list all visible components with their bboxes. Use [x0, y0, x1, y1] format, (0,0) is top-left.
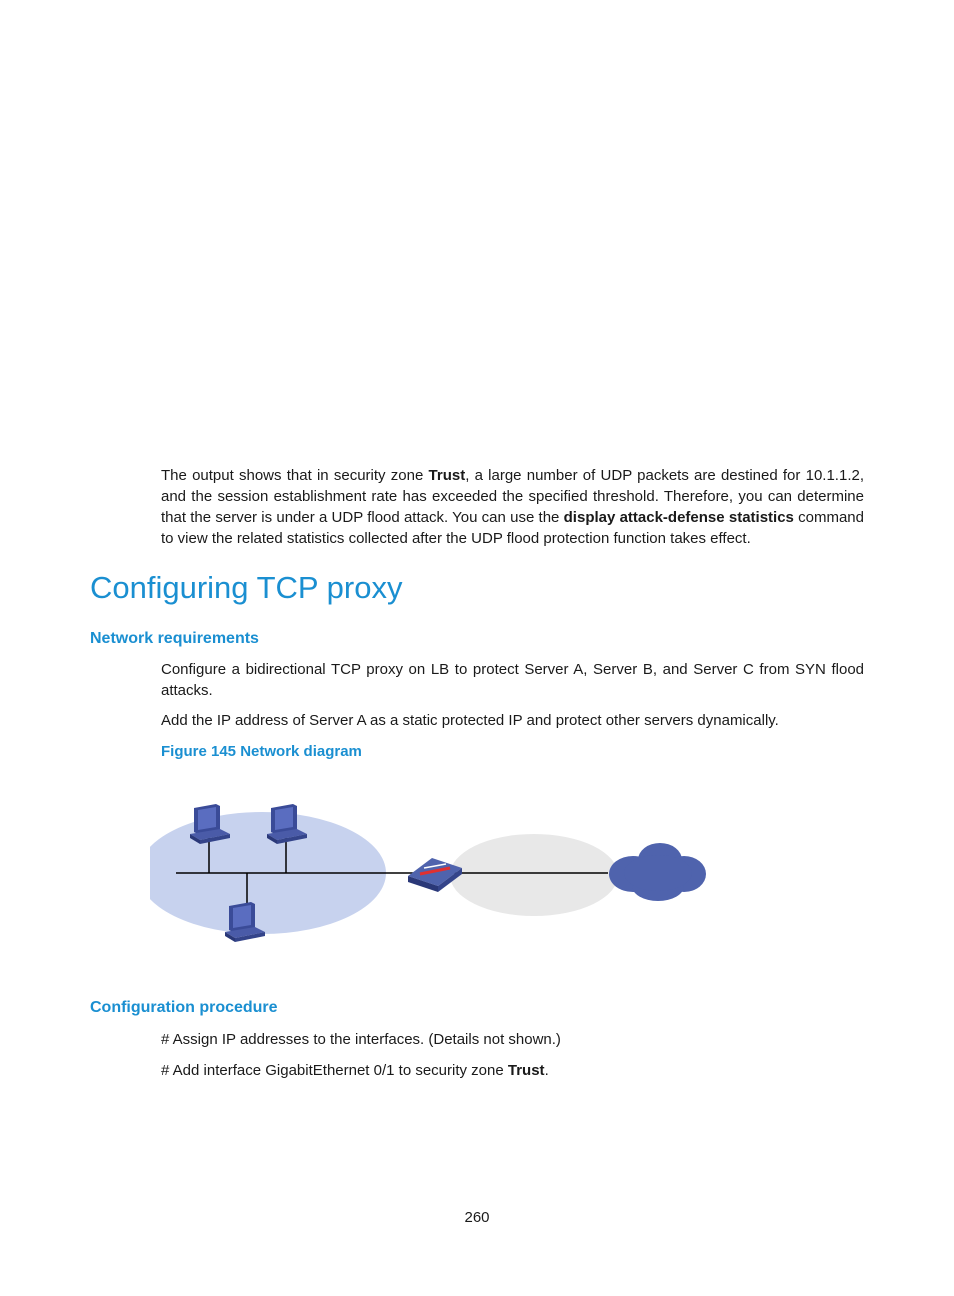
external-zone [450, 834, 618, 916]
intro-text-2: , a large number of UDP packets are destined for 10.1.1.2, and the session establishment rate has exceeded the specified threshold. Therefore, you can determine that the server is under a UDP flood attack. You can use the [161, 467, 864, 526]
intro-paragraph [161, 465, 864, 549]
zone-trust-bold: Trust [428, 467, 466, 484]
command-bold: display attack-defense statistics [563, 509, 794, 526]
procedure-step-1: # Assign IP addresses to the interfaces. (Details not shown.) [161, 1031, 561, 1048]
page-number: 260 [464, 1209, 490, 1226]
network-diagram [150, 790, 730, 960]
network-requirements-heading: Network requirements [90, 630, 259, 647]
configuration-procedure-heading: Configuration procedure [90, 999, 278, 1016]
section-title: Configuring TCP proxy [90, 570, 403, 605]
requirements-paragraph-2: Add the IP address of Server A as a static protected IP and protect other servers dynamically. [161, 712, 779, 729]
procedure-step-2: # Add interface GigabitEthernet 0/1 to security zone Trust. [161, 1062, 549, 1079]
zone-trust-bold: Trust [507, 1062, 545, 1079]
intro-text-1: The output shows that in security zone [161, 467, 429, 484]
intro-text-3: command to view the related statistics collected after the UDP flood protection function takes effect. [161, 509, 864, 547]
figure-caption: Figure 145 Network diagram [161, 743, 362, 760]
requirements-paragraph-1: Configure a bidirectional TCP proxy on LB to protect Server A, Server B, and Server C from SYN flood attacks. [161, 661, 864, 699]
cloud-icon [609, 843, 706, 901]
